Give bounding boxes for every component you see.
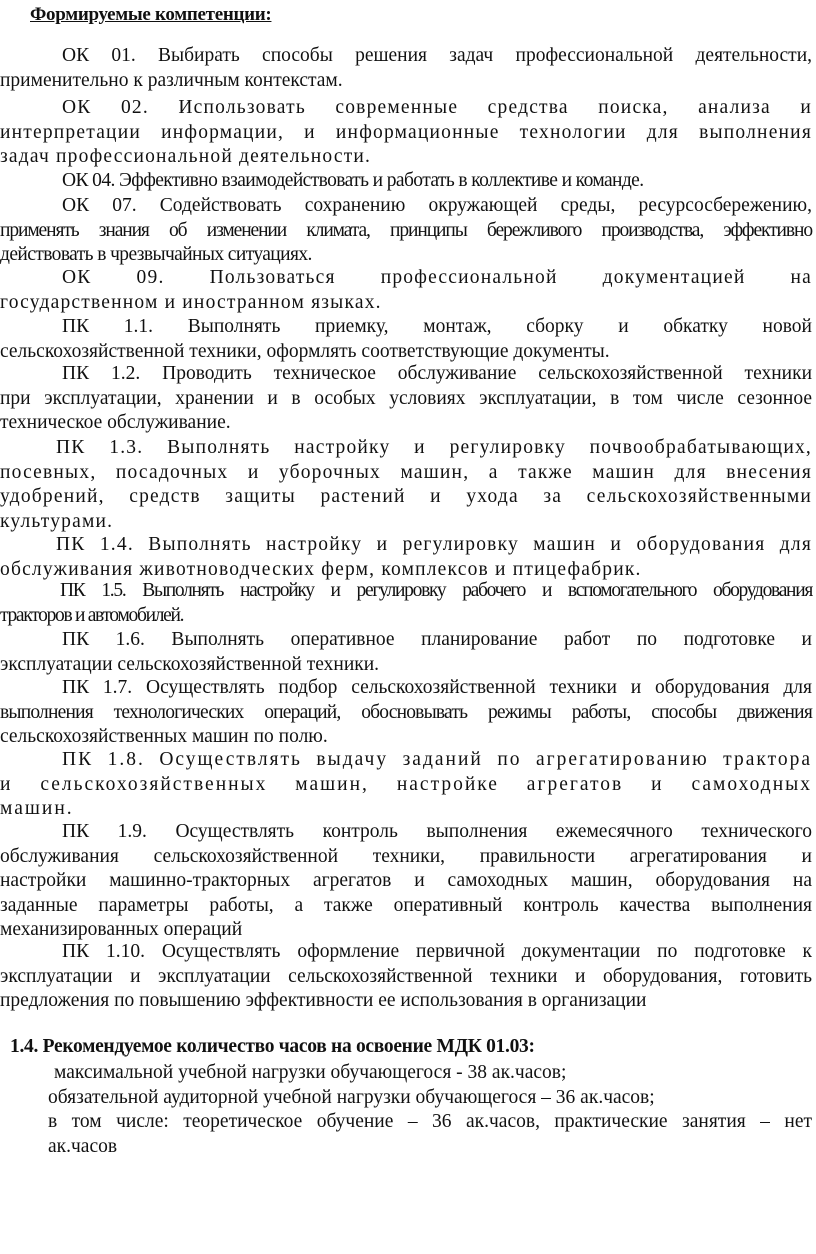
competency-pk-1-3: [0, 436, 812, 534]
paragraph-line: удобрений, средств защиты растений и ухода за сельскохозяйственными: [0, 486, 812, 507]
max-load-line: максимальной учебной нагрузки обучающегося - 38 ак.часов;: [54, 1062, 567, 1083]
section-title: 1.4. Рекомендуемое количество часов на освоение МДК 01.03:: [10, 1036, 535, 1057]
competency-ok-04: [0, 169, 812, 194]
paragraph-line: сельскохозяйственной техники, оформлять соответствующие документы.: [0, 340, 610, 362]
competency-ok-09: [0, 266, 812, 315]
paragraph-line: ОК 01. Выбирать способы решения задач профессиональной деятельности,: [62, 45, 812, 66]
paragraph-line: ПК 1.10. Осуществлять оформление первичной документации по подготовке к: [62, 941, 812, 962]
paragraph-line: ПК 1.6. Выполнять оперативное планирование работ по подготовке и: [62, 629, 812, 650]
paragraph-line: тракторов и автомобилей.: [0, 604, 184, 626]
paragraph-line: обслуживания сельскохозяйственной техники, правильности агрегатирования и: [0, 845, 812, 867]
paragraph-line: задач профессиональной деятельности.: [0, 146, 372, 167]
paragraph-line: ПК 1.8. Осуществлять выдачу заданий по агрегатированию трактора: [62, 749, 812, 770]
paragraph-line: применительно к различным контекстам.: [0, 69, 343, 91]
paragraph-line: ОК 02. Использовать современные средства поиска, анализа и: [62, 97, 812, 118]
paragraph-line: сельскохозяйственных машин по полю.: [0, 726, 328, 747]
paragraph-line: при эксплуатации, хранении и в особых условиях эксплуатации, в том числе сезонное: [0, 387, 812, 409]
paragraph-line: эксплуатации и эксплуатации сельскохозяйственной техники и оборудования, готовить: [0, 965, 812, 987]
paragraph-line: обслуживания животноводческих ферм, комплексов и птицефабрик.: [0, 558, 642, 580]
paragraph-line: ПК 1.7. Осуществлять подбор сельскохозяйственной техники и оборудования для: [62, 677, 812, 698]
including-line: в том числе: теоретическое обучение – 36 ак.часов, практические занятия – нет: [48, 1111, 812, 1132]
paragraph-line: действовать в чрезвычайных ситуациях.: [0, 244, 312, 265]
competency-pk-1-9: [0, 820, 812, 943]
competency-pk-1-5: [0, 579, 812, 628]
paragraph-line: машин.: [0, 798, 74, 819]
paragraph-line: ОК 07. Содействовать сохранению окружающей среды, ресурсосбережению,: [62, 195, 812, 216]
paragraph-line: предложения по повышению эффективности ее использования в организации: [0, 990, 647, 1011]
competency-pk-1-2: [0, 362, 812, 436]
competency-pk-1-7: [0, 676, 812, 750]
paragraph-line: ПК 1.4. Выполнять настройку и регулировку машин и оборудования для: [56, 534, 812, 555]
competency-pk-1-8: [0, 748, 812, 822]
paragraph-line: эксплуатации сельскохозяйственной техники.: [0, 653, 380, 675]
competency-pk-1-1: [0, 315, 812, 364]
hours-list: [48, 1061, 812, 1159]
paragraph-line: посевных, посадочных и уборочных машин, а также машин для внесения: [0, 461, 812, 483]
paragraph-line: ОК 04. Эффективно взаимодействовать и работать в коллективе и команде.: [62, 170, 644, 191]
paragraph-line: и сельскохозяйственных машин, настройке агрегатов и самоходных: [0, 773, 812, 795]
paragraph-line: ПК 1.5. Выполнять настройку и регулировку рабочего и вспомогательного оборудования: [60, 580, 812, 601]
competency-pk-1-6: [0, 628, 812, 677]
paragraph-line: ОК 09. Пользоваться профессиональной документацией на: [62, 267, 812, 288]
competency-ok-01: [0, 44, 812, 93]
paragraph-line: настройки машинно-тракторных агрегатов и самоходных машин, оборудования на: [0, 870, 812, 891]
mandatory-load-line: обязательной аудиторной учебной нагрузки обучающегося – 36 ак.часов;: [48, 1086, 655, 1108]
competency-ok-02: [0, 96, 812, 170]
paragraph-line: техническое обслуживание.: [0, 412, 231, 433]
paragraph-line: ПК 1.2. Проводить техническое обслуживание сельскохозяйственной техники: [62, 363, 812, 384]
competencies-heading: Формируемые компетенции:: [30, 4, 272, 25]
paragraph-line: ПК 1.1. Выполнять приемку, монтаж, сборку и обкатку новой: [62, 316, 812, 337]
including-line-continued: ак.часов: [48, 1135, 118, 1157]
paragraph-line: интерпретации информации, и информационные технологии для выполнения: [0, 121, 812, 143]
paragraph-line: заданные параметры работы, а также оперативный контроль качества выполнения: [0, 894, 812, 916]
paragraph-line: применять знания об изменении климата, принципы бережливого производства, эффективно: [0, 219, 812, 241]
competency-pk-1-4: [0, 533, 812, 582]
competency-pk-1-10: [0, 940, 812, 1014]
competency-ok-07: [0, 194, 812, 268]
paragraph-line: механизированных операций: [0, 919, 243, 940]
paragraph-line: культурами.: [0, 510, 114, 532]
paragraph-line: выполнения технологических операций, обосновывать режимы работы, способы движения: [0, 701, 812, 723]
paragraph-line: государственном и иностранном языках.: [0, 291, 382, 313]
paragraph-line: ПК 1.3. Выполнять настройку и регулировку почвообрабатывающих,: [56, 437, 812, 458]
paragraph-line: ПК 1.9. Осуществлять контроль выполнения ежемесячного технического: [62, 821, 812, 842]
